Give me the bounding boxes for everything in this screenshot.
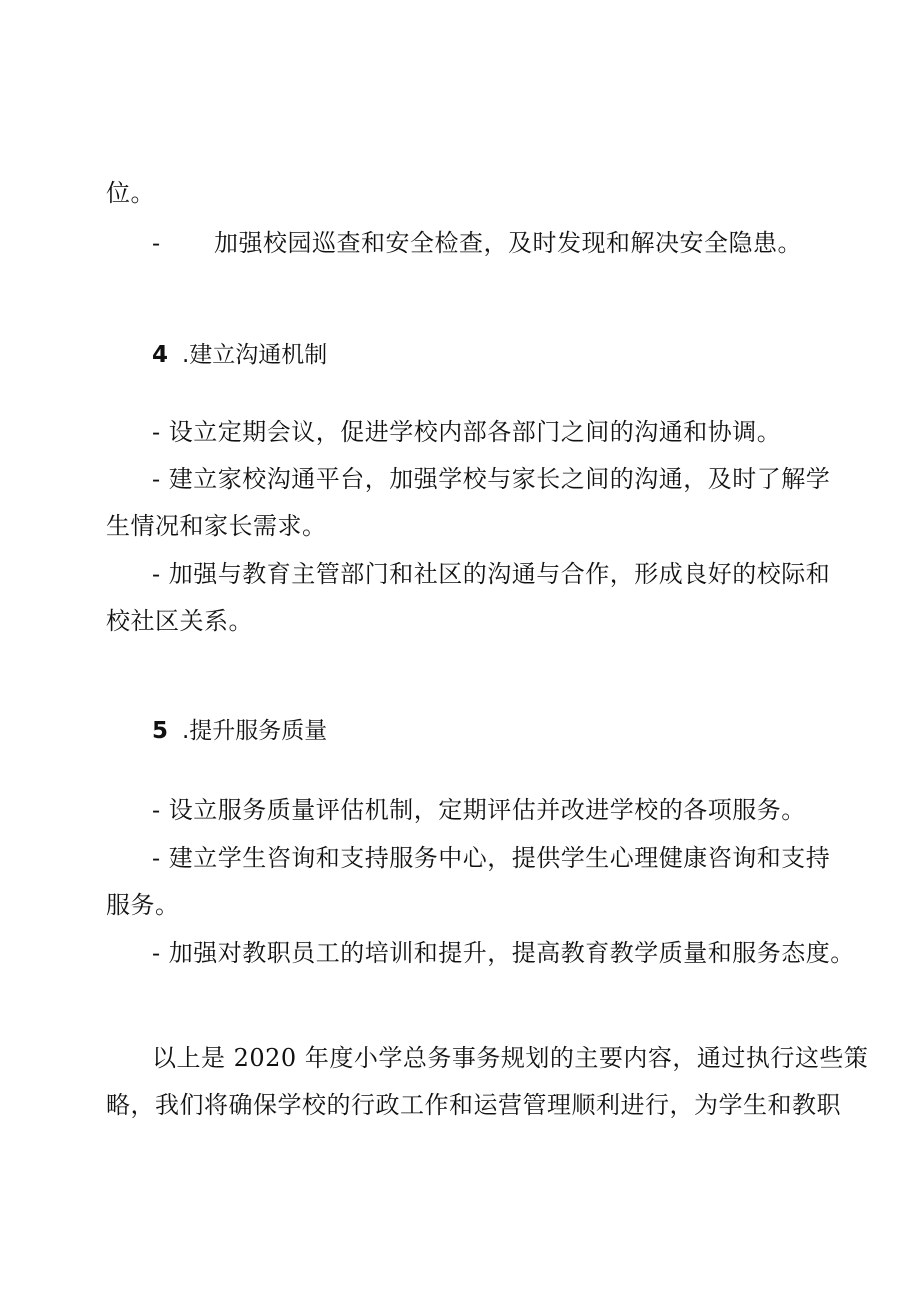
- bullet-text-continuation: 生情况和家长需求。: [106, 512, 327, 540]
- bullet-item: [152, 228, 802, 258]
- bullet-dash: -: [152, 418, 161, 446]
- conclusion-line: 以上是 2020 年度小学总务事务规划的主要内容，通过执行这些策: [152, 1044, 869, 1072]
- section-title: .建立沟通机制: [182, 342, 328, 368]
- bullet-text: 加强对教职员工的培训和提升，提高教育教学质量和服务态度。: [168, 939, 855, 967]
- section-heading-5: [152, 716, 327, 746]
- bullet-item: [152, 417, 781, 447]
- bullet-text-continuation: 校社区关系。: [106, 607, 253, 635]
- bullet-text: 建立家校沟通平台，加强学校与家长之间的沟通，及时了解学: [168, 465, 831, 493]
- conclusion-line: 略，我们将确保学校的行政工作和运营管理顺利进行，为学生和教职: [106, 1091, 841, 1119]
- bullet-dash: -: [152, 229, 161, 257]
- bullet-text: 设立定期会议，促进学校内部各部门之间的沟通和协调。: [168, 418, 782, 446]
- bullet-text: 加强与教育主管部门和社区的沟通与合作，形成良好的校际和: [168, 560, 831, 588]
- section-heading-4: [152, 340, 327, 370]
- bullet-dash: -: [152, 560, 161, 588]
- section-title: .提升服务质量: [182, 718, 328, 744]
- paragraph-tail: 位。: [106, 179, 155, 207]
- section-number: 5: [152, 718, 169, 744]
- bullet-dash: -: [152, 465, 161, 493]
- bullet-text-continuation: 服务。: [106, 891, 180, 919]
- bullet-dash: -: [152, 939, 161, 967]
- bullet-item: [152, 464, 830, 494]
- bullet-dash: -: [152, 796, 161, 824]
- bullet-text: 加强校园巡查和安全检查，及时发现和解决安全隐患。: [214, 229, 802, 257]
- bullet-item: [152, 843, 830, 873]
- bullet-item: [152, 938, 855, 968]
- bullet-dash: -: [152, 844, 161, 872]
- bullet-text: 设立服务质量评估机制，定期评估并改进学校的各项服务。: [168, 796, 806, 824]
- bullet-item: [152, 795, 806, 825]
- bullet-item: [152, 559, 830, 589]
- bullet-text: 建立学生咨询和支持服务中心，提供学生心理健康咨询和支持: [168, 844, 831, 872]
- section-number: 4: [152, 342, 169, 368]
